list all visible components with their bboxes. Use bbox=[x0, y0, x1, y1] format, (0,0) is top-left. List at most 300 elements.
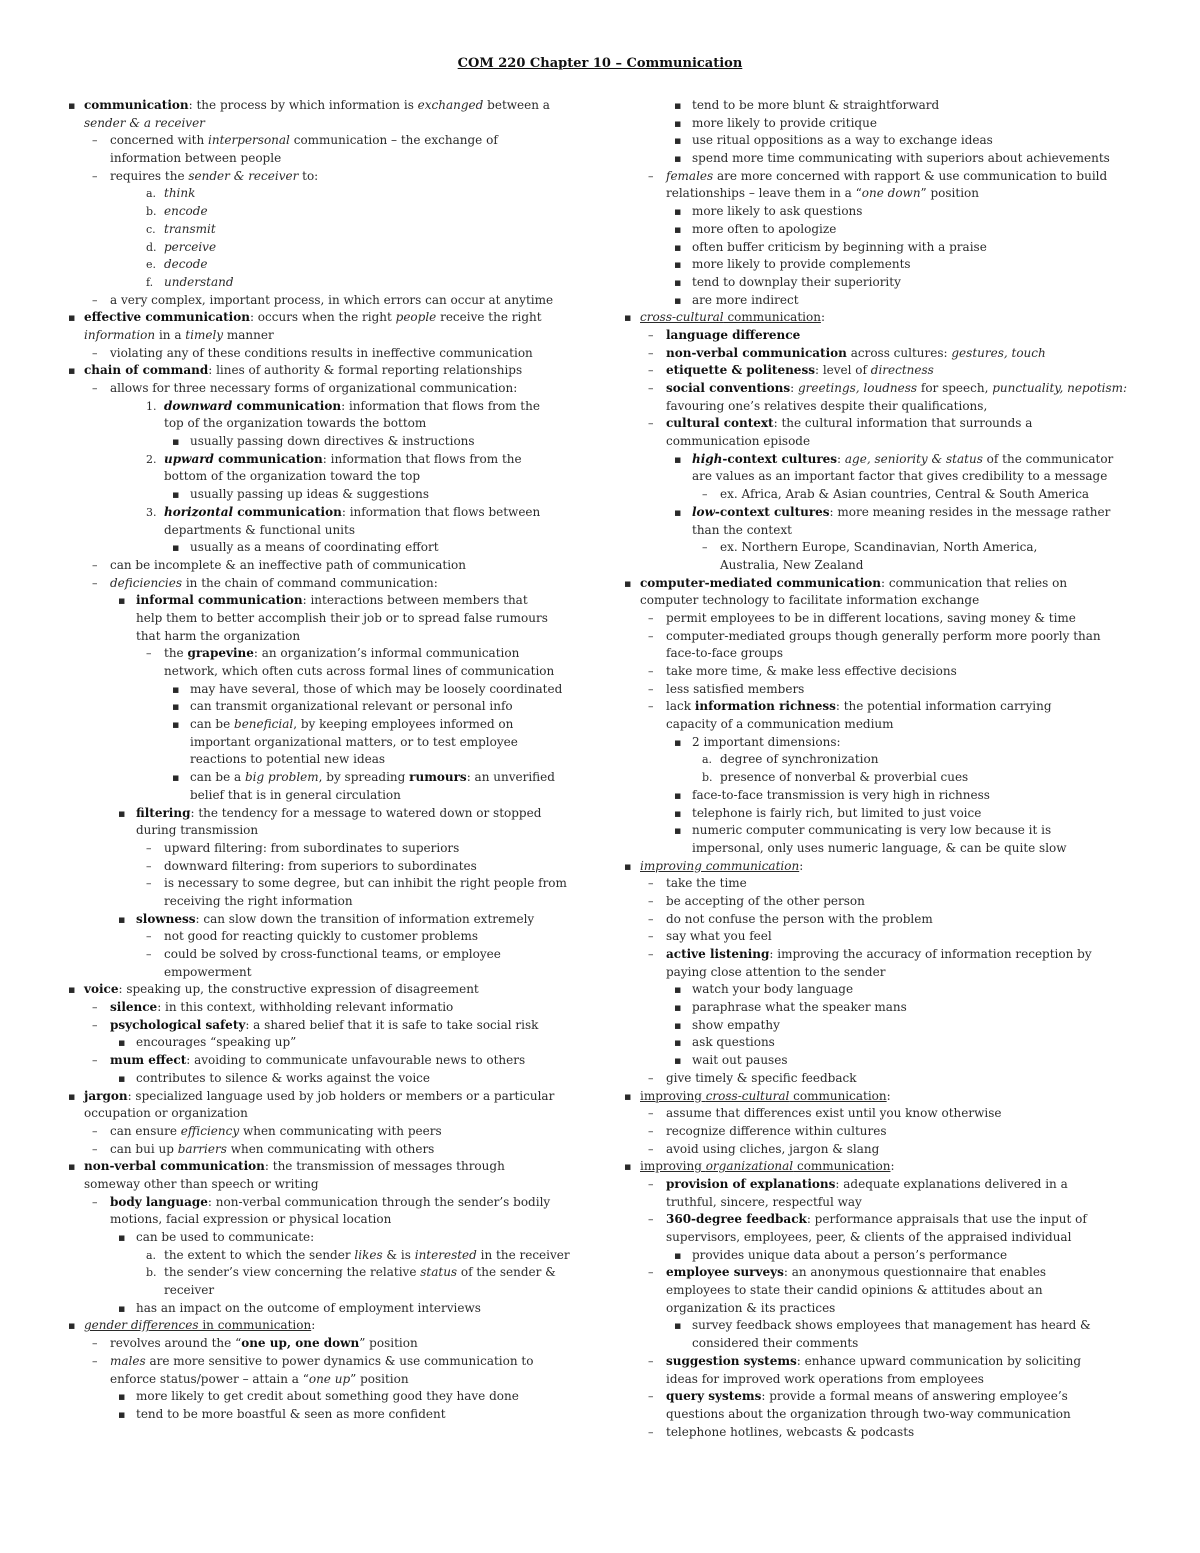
dash-marker: – bbox=[648, 665, 654, 678]
dash-marker: – bbox=[92, 1054, 98, 1068]
note-line bbox=[622, 875, 1138, 893]
note-line bbox=[66, 451, 586, 469]
note-line bbox=[66, 1070, 586, 1088]
note-text: spend more time communicating with superiors about achievements bbox=[692, 151, 1110, 166]
bullet-marker: ▪ bbox=[624, 859, 632, 873]
note-line bbox=[622, 628, 1138, 646]
bullet-marker: ▪ bbox=[674, 1319, 682, 1333]
note-text: transmit bbox=[164, 221, 216, 236]
dash-marker: – bbox=[92, 1001, 98, 1015]
note-line bbox=[66, 858, 586, 876]
note-text: information between people bbox=[110, 151, 282, 166]
note-text: informal communication: interactions between members that bbox=[136, 593, 528, 608]
dash-marker: – bbox=[92, 1124, 98, 1138]
note-text: do not confuse the person with the problem bbox=[666, 911, 933, 926]
right-column bbox=[622, 97, 1138, 1441]
note-text: has an impact on the outcome of employment interviews bbox=[136, 1300, 481, 1315]
note-text: often buffer criticism by beginning with a praise bbox=[692, 239, 987, 254]
note-text: show empathy bbox=[692, 1017, 780, 1032]
note-line bbox=[622, 575, 1138, 593]
dash-marker: – bbox=[146, 877, 152, 891]
bullet-marker: ▪ bbox=[118, 1407, 126, 1421]
note-text: can be a big problem, by spreading rumours: an unverified bbox=[190, 770, 555, 785]
note-line bbox=[66, 822, 586, 840]
note-text: less satisfied members bbox=[666, 681, 805, 696]
note-text: someway other than speech or writing bbox=[84, 1176, 319, 1191]
note-line bbox=[66, 203, 586, 221]
dash-marker: – bbox=[648, 894, 654, 908]
note-line bbox=[66, 1088, 586, 1106]
note-text: can ensure efficiency when communicating with peers bbox=[110, 1123, 442, 1138]
note-text: more likely to ask questions bbox=[692, 204, 863, 219]
dash-marker: – bbox=[92, 1018, 98, 1032]
note-text: computer-mediated communication: communication that relies on bbox=[640, 575, 1068, 590]
note-text: motions, facial expression or physical location bbox=[110, 1212, 392, 1227]
note-line bbox=[66, 97, 586, 115]
note-text: wait out pauses bbox=[692, 1053, 788, 1068]
note-text: encourages “speaking up” bbox=[136, 1035, 297, 1050]
note-text: are more indirect bbox=[692, 292, 799, 307]
note-text: jargon: specialized language used by job holders or members or a particular bbox=[84, 1088, 555, 1103]
note-line bbox=[622, 256, 1138, 274]
note-line bbox=[66, 1282, 586, 1300]
note-text: can be used to communicate: bbox=[136, 1230, 315, 1244]
note-line bbox=[66, 1229, 586, 1247]
note-line bbox=[622, 1371, 1138, 1389]
dash-marker: – bbox=[648, 1354, 654, 1368]
note-text: improving organizational communication: bbox=[640, 1159, 895, 1174]
dash-marker: – bbox=[648, 328, 654, 342]
note-text: tend to downplay their superiority bbox=[692, 274, 901, 289]
note-text: cultural context: the cultural information that surrounds a bbox=[666, 416, 1033, 431]
note-line bbox=[66, 964, 586, 982]
note-text: employee surveys: an anonymous questionnaire that enables bbox=[666, 1265, 1047, 1280]
note-text: numeric computer communicating is very low because it is bbox=[692, 823, 1052, 838]
note-text: body language: non-verbal communication through the sender’s bodily bbox=[110, 1194, 551, 1209]
note-text: computer-mediated groups though generally perform more poorly than bbox=[666, 628, 1101, 643]
note-line bbox=[622, 981, 1138, 999]
note-text: improving cross-cultural communication: bbox=[640, 1088, 891, 1103]
note-text: take more time, & make less effective decisions bbox=[666, 664, 957, 678]
bullet-marker: ▪ bbox=[674, 222, 682, 236]
note-line bbox=[622, 716, 1138, 734]
note-line bbox=[622, 698, 1138, 716]
note-line bbox=[66, 1388, 586, 1406]
note-line bbox=[66, 1123, 586, 1141]
note-text: survey feedback shows employees that management has heard & bbox=[692, 1318, 1091, 1333]
bullet-marker: ▪ bbox=[118, 1071, 126, 1085]
note-text: may have several, those of which may be loosely coordinated bbox=[190, 681, 563, 696]
note-line bbox=[66, 1176, 586, 1194]
note-text: information in a timely manner bbox=[84, 327, 274, 342]
note-line bbox=[622, 168, 1138, 186]
note-text: computer technology to facilitate information exchange bbox=[640, 593, 980, 608]
note-text: requires the sender & receiver to: bbox=[110, 168, 319, 183]
note-line bbox=[66, 610, 586, 628]
dash-marker: – bbox=[92, 293, 98, 307]
list-number: b. bbox=[702, 771, 713, 785]
note-text: face-to-face groups bbox=[666, 646, 784, 661]
note-line bbox=[622, 663, 1138, 681]
note-text: downward communication: information that flows from the bbox=[164, 398, 540, 413]
bullet-marker: ▪ bbox=[172, 771, 180, 785]
note-line bbox=[66, 663, 586, 681]
note-line bbox=[622, 751, 1138, 769]
note-line bbox=[622, 433, 1138, 451]
bullet-marker: ▪ bbox=[674, 240, 682, 254]
list-number: 3. bbox=[146, 505, 157, 519]
bullet-marker: ▪ bbox=[118, 594, 126, 608]
note-text: considered their comments bbox=[692, 1336, 859, 1351]
note-text: silence: in this context, withholding relevant informatio bbox=[110, 1000, 454, 1015]
note-text: watch your body language bbox=[692, 982, 854, 997]
bullet-marker: ▪ bbox=[68, 1319, 76, 1333]
note-line bbox=[66, 468, 586, 486]
note-line bbox=[622, 1353, 1138, 1371]
note-line bbox=[622, 1388, 1138, 1406]
dash-marker: – bbox=[92, 1354, 98, 1368]
note-text: empowerment bbox=[164, 964, 252, 979]
note-line bbox=[66, 805, 586, 823]
note-text: think bbox=[164, 186, 196, 201]
note-text: usually passing up ideas & suggestions bbox=[190, 487, 430, 502]
note-line bbox=[622, 1088, 1138, 1106]
note-text: presence of nonverbal & proverbial cues bbox=[720, 770, 969, 785]
note-line bbox=[622, 911, 1138, 929]
note-text: downward filtering: from superiors to subordinates bbox=[164, 858, 477, 873]
list-number: b. bbox=[146, 205, 157, 219]
note-line bbox=[622, 822, 1138, 840]
note-text: receiver bbox=[164, 1283, 215, 1298]
note-text: favouring one’s relatives despite their qualifications, bbox=[666, 398, 988, 413]
dash-marker: – bbox=[92, 346, 98, 360]
note-text: that harm the organization bbox=[136, 628, 301, 643]
note-text: effective communication: occurs when the right people receive the right bbox=[84, 310, 542, 325]
note-line bbox=[622, 239, 1138, 257]
note-text: supervisors, employees, peer, & clients of the appraised individual bbox=[666, 1230, 1072, 1244]
note-line bbox=[622, 327, 1138, 345]
note-text: can be incomplete & an ineffective path of communication bbox=[110, 557, 466, 572]
note-text: truthful, sincere, respectful way bbox=[666, 1194, 862, 1209]
bullet-marker: ▪ bbox=[674, 99, 682, 112]
note-text: could be solved by cross-functional teams, or employee bbox=[164, 947, 501, 961]
note-text: females are more concerned with rapport & use communication to build bbox=[666, 168, 1108, 183]
bullet-marker: ▪ bbox=[118, 806, 126, 820]
note-text: query systems: provide a formal means of answering employee’s bbox=[666, 1389, 1068, 1404]
note-line bbox=[622, 1123, 1138, 1141]
bullet-marker: ▪ bbox=[624, 311, 632, 325]
note-line bbox=[622, 486, 1138, 504]
bullet-marker: ▪ bbox=[674, 1018, 682, 1032]
bullet-marker: ▪ bbox=[68, 364, 76, 378]
bullet-marker: ▪ bbox=[674, 1036, 682, 1050]
list-number: e. bbox=[146, 258, 157, 272]
note-line bbox=[66, 132, 586, 150]
note-line bbox=[622, 1017, 1138, 1035]
dash-marker: – bbox=[648, 1071, 654, 1085]
note-text: high-context cultures: age, seniority & status of the communicator bbox=[692, 451, 1114, 466]
note-line bbox=[66, 840, 586, 858]
note-text: permit employees to be in different locations, saving money & time bbox=[666, 610, 1076, 625]
note-line bbox=[66, 1105, 586, 1123]
note-text: non-verbal communication: the transmission of messages through bbox=[84, 1159, 505, 1174]
document-title: COM 220 Chapter 10 – Communication bbox=[457, 56, 743, 71]
note-text: be accepting of the other person bbox=[666, 893, 865, 908]
note-text: filtering: the tendency for a message to watered down or stopped bbox=[136, 805, 542, 820]
bullet-marker: ▪ bbox=[624, 1089, 632, 1103]
note-line bbox=[622, 522, 1138, 540]
note-line bbox=[622, 964, 1138, 982]
note-line bbox=[66, 928, 586, 946]
note-line bbox=[622, 1317, 1138, 1335]
bullet-marker: ▪ bbox=[172, 488, 180, 502]
list-number: a. bbox=[146, 187, 157, 201]
note-line bbox=[66, 380, 586, 398]
bullet-marker: ▪ bbox=[68, 99, 76, 112]
note-line bbox=[66, 787, 586, 805]
dash-marker: – bbox=[92, 134, 98, 148]
left-column bbox=[66, 97, 586, 1424]
note-text: degree of synchronization bbox=[720, 752, 879, 767]
note-text: suggestion systems: enhance upward communication by soliciting bbox=[666, 1353, 1082, 1368]
note-text: more often to apologize bbox=[692, 221, 837, 236]
dash-marker: – bbox=[92, 1195, 98, 1209]
dash-marker: – bbox=[146, 841, 152, 855]
note-line bbox=[66, 1317, 586, 1335]
dash-marker: – bbox=[648, 611, 654, 625]
note-text: cross-cultural communication: bbox=[640, 310, 825, 325]
note-line bbox=[66, 893, 586, 911]
note-text: psychological safety: a shared belief that it is safe to take social risk bbox=[110, 1017, 539, 1032]
note-line bbox=[66, 486, 586, 504]
note-text: face-to-face transmission is very high in richness bbox=[692, 787, 990, 802]
note-line bbox=[66, 433, 586, 451]
note-line bbox=[66, 1371, 586, 1389]
dash-marker: – bbox=[146, 948, 152, 961]
note-text: low-context cultures: more meaning resides in the message rather bbox=[692, 504, 1111, 519]
note-text: top of the organization towards the bottom bbox=[164, 416, 427, 431]
note-line bbox=[622, 1052, 1138, 1070]
dash-marker: – bbox=[648, 1107, 654, 1121]
note-line bbox=[622, 203, 1138, 221]
note-line bbox=[622, 274, 1138, 292]
note-text: decode bbox=[164, 257, 208, 272]
note-line bbox=[66, 274, 586, 292]
note-text: relationships – leave them in a “one down” position bbox=[666, 186, 980, 201]
note-text: chain of command: lines of authority & formal reporting relationships bbox=[84, 363, 523, 378]
note-text: concerned with interpersonal communication – the exchange of bbox=[110, 133, 498, 148]
note-text: tend to be more blunt & straightforward bbox=[692, 98, 940, 112]
bullet-marker: ▪ bbox=[118, 1301, 126, 1315]
note-line bbox=[66, 1194, 586, 1212]
note-text: bottom of the organization toward the top bbox=[164, 469, 421, 484]
note-line bbox=[66, 309, 586, 327]
bullet-marker: ▪ bbox=[674, 788, 682, 802]
note-line bbox=[66, 185, 586, 203]
bullet-marker: ▪ bbox=[68, 311, 76, 325]
bullet-marker: ▪ bbox=[172, 700, 180, 714]
bullet-marker: ▪ bbox=[674, 293, 682, 307]
bullet-marker: ▪ bbox=[674, 735, 682, 749]
note-line bbox=[622, 504, 1138, 522]
dash-marker: – bbox=[648, 1425, 654, 1439]
note-line bbox=[66, 1335, 586, 1353]
note-line bbox=[66, 1300, 586, 1318]
note-line bbox=[622, 132, 1138, 150]
note-text: usually as a means of coordinating effort bbox=[190, 540, 439, 555]
note-text: assume that differences exist until you know otherwise bbox=[666, 1106, 1002, 1121]
note-text: reactions to potential new ideas bbox=[190, 752, 386, 767]
note-text: improving communication: bbox=[640, 858, 804, 873]
note-text: provides unique data about a person’s performance bbox=[692, 1247, 1008, 1262]
bullet-marker: ▪ bbox=[172, 718, 180, 732]
note-line bbox=[66, 362, 586, 380]
list-number: 1. bbox=[146, 399, 157, 413]
note-text: mum effect: avoiding to communicate unfavourable news to others bbox=[110, 1053, 526, 1068]
note-text: is necessary to some degree, but can inhibit the right people from bbox=[164, 876, 567, 891]
bullet-marker: ▪ bbox=[674, 152, 682, 166]
note-line bbox=[66, 1158, 586, 1176]
note-text: horizontal communication: information that flows between bbox=[164, 504, 541, 519]
note-line bbox=[622, 221, 1138, 239]
note-line bbox=[622, 398, 1138, 416]
note-line bbox=[66, 398, 586, 416]
list-number: 2. bbox=[146, 452, 157, 466]
note-line bbox=[622, 858, 1138, 876]
note-text: ask questions bbox=[692, 1035, 775, 1050]
note-line bbox=[622, 840, 1138, 858]
note-line bbox=[622, 610, 1138, 628]
note-line bbox=[66, 1211, 586, 1229]
note-text: upward communication: information that flows from the bbox=[164, 451, 522, 466]
note-text: than the context bbox=[692, 522, 792, 537]
dash-marker: – bbox=[648, 682, 654, 696]
note-text: violating any of these conditions results in ineffective communication bbox=[110, 345, 533, 360]
note-text: voice: speaking up, the constructive expression of disagreement bbox=[84, 982, 479, 997]
note-line bbox=[66, 1034, 586, 1052]
note-line bbox=[66, 1017, 586, 1035]
note-text: communication: the process by which information is exchanged between a bbox=[84, 98, 550, 112]
bullet-marker: ▪ bbox=[118, 1231, 126, 1244]
note-text: tend to be more boastful & seen as more confident bbox=[136, 1406, 446, 1421]
note-line bbox=[66, 522, 586, 540]
note-line bbox=[66, 734, 586, 752]
note-line bbox=[66, 875, 586, 893]
note-text: ideas for improved work operations from employees bbox=[666, 1371, 984, 1386]
note-line bbox=[66, 327, 586, 345]
note-text: recognize difference within cultures bbox=[666, 1123, 887, 1138]
list-number: a. bbox=[146, 1248, 157, 1262]
note-line bbox=[622, 115, 1138, 133]
note-text: departments & functional units bbox=[164, 522, 355, 537]
bullet-marker: ▪ bbox=[624, 576, 632, 590]
dash-marker: – bbox=[648, 948, 654, 961]
dash-marker: – bbox=[146, 930, 152, 944]
dash-marker: – bbox=[92, 576, 98, 590]
note-text: help them to better accomplish their job or to spread false rumours bbox=[136, 610, 548, 625]
bullet-marker: ▪ bbox=[172, 435, 180, 449]
note-text: ex. Northern Europe, Scandinavian, North America, bbox=[720, 540, 1038, 555]
note-line bbox=[622, 1406, 1138, 1424]
note-line bbox=[622, 1335, 1138, 1353]
note-line bbox=[66, 716, 586, 734]
note-line bbox=[66, 539, 586, 557]
note-text: use ritual oppositions as a way to exchange ideas bbox=[692, 133, 993, 148]
note-text: the sender’s view concerning the relative status of the sender & bbox=[164, 1265, 556, 1280]
note-text: are values as an important factor that gives credibility to a message bbox=[692, 469, 1108, 484]
note-text: give timely & specific feedback bbox=[666, 1070, 857, 1085]
bullet-marker: ▪ bbox=[674, 258, 682, 272]
dash-marker: – bbox=[648, 700, 654, 714]
note-line bbox=[622, 734, 1138, 752]
note-text: 2 important dimensions: bbox=[692, 734, 841, 749]
note-line bbox=[66, 645, 586, 663]
dash-marker: – bbox=[648, 382, 654, 395]
note-line bbox=[622, 380, 1138, 398]
note-line bbox=[66, 292, 586, 310]
note-text: can bui up barriers when communicating with others bbox=[110, 1141, 435, 1156]
note-text: upward filtering: from subordinates to superiors bbox=[164, 840, 460, 855]
note-line bbox=[622, 345, 1138, 363]
bullet-marker: ▪ bbox=[674, 205, 682, 219]
note-line bbox=[622, 557, 1138, 575]
note-text: telephone hotlines, webcasts & podcasts bbox=[666, 1424, 915, 1439]
note-line bbox=[66, 1353, 586, 1371]
bullet-marker: ▪ bbox=[68, 983, 76, 997]
note-text: paraphrase what the speaker mans bbox=[692, 1000, 907, 1015]
note-text: sender & a receiver bbox=[84, 115, 205, 130]
note-line bbox=[622, 787, 1138, 805]
note-line bbox=[622, 1070, 1138, 1088]
note-line bbox=[622, 999, 1138, 1017]
bullet-marker: ▪ bbox=[674, 116, 682, 130]
note-line bbox=[622, 1211, 1138, 1229]
note-line bbox=[622, 1034, 1138, 1052]
note-text: the grapevine: an organization’s informal communication bbox=[164, 646, 520, 661]
note-text: ex. Africa, Arab & Asian countries, Central & South America bbox=[720, 487, 1090, 502]
note-text: contributes to silence & works against the voice bbox=[136, 1070, 430, 1085]
bullet-marker: ▪ bbox=[674, 1248, 682, 1262]
note-text: language difference bbox=[666, 327, 801, 342]
note-line bbox=[622, 769, 1138, 787]
dash-marker: – bbox=[648, 930, 654, 944]
bullet-marker: ▪ bbox=[674, 134, 682, 148]
note-text: take the time bbox=[666, 876, 747, 891]
bullet-marker: ▪ bbox=[674, 1001, 682, 1015]
note-text: perceive bbox=[164, 239, 217, 254]
note-line bbox=[622, 928, 1138, 946]
note-text: encode bbox=[164, 204, 208, 219]
note-text: the extent to which the sender likes & is interested in the receiver bbox=[164, 1247, 570, 1262]
note-line bbox=[622, 1300, 1138, 1318]
note-text: can transmit organizational relevant or personal info bbox=[190, 699, 513, 714]
note-line bbox=[66, 946, 586, 964]
note-text: etiquette & politeness: level of directness bbox=[666, 363, 934, 378]
note-line bbox=[66, 168, 586, 186]
note-text: can be beneficial, by keeping employees informed on bbox=[190, 717, 514, 732]
note-text: receiving the right information bbox=[164, 893, 353, 908]
bullet-marker: ▪ bbox=[624, 1160, 632, 1174]
note-text: important organizational matters, or to test employee bbox=[190, 734, 518, 749]
dash-marker: – bbox=[648, 1213, 654, 1227]
bullet-marker: ▪ bbox=[118, 1390, 126, 1404]
dash-marker: – bbox=[146, 647, 152, 661]
note-text: slowness: can slow down the transition of information extremely bbox=[136, 911, 535, 926]
note-line bbox=[622, 185, 1138, 203]
bullet-marker: ▪ bbox=[172, 541, 180, 555]
note-text: occupation or organization bbox=[84, 1106, 248, 1121]
bullet-marker: ▪ bbox=[172, 682, 180, 696]
